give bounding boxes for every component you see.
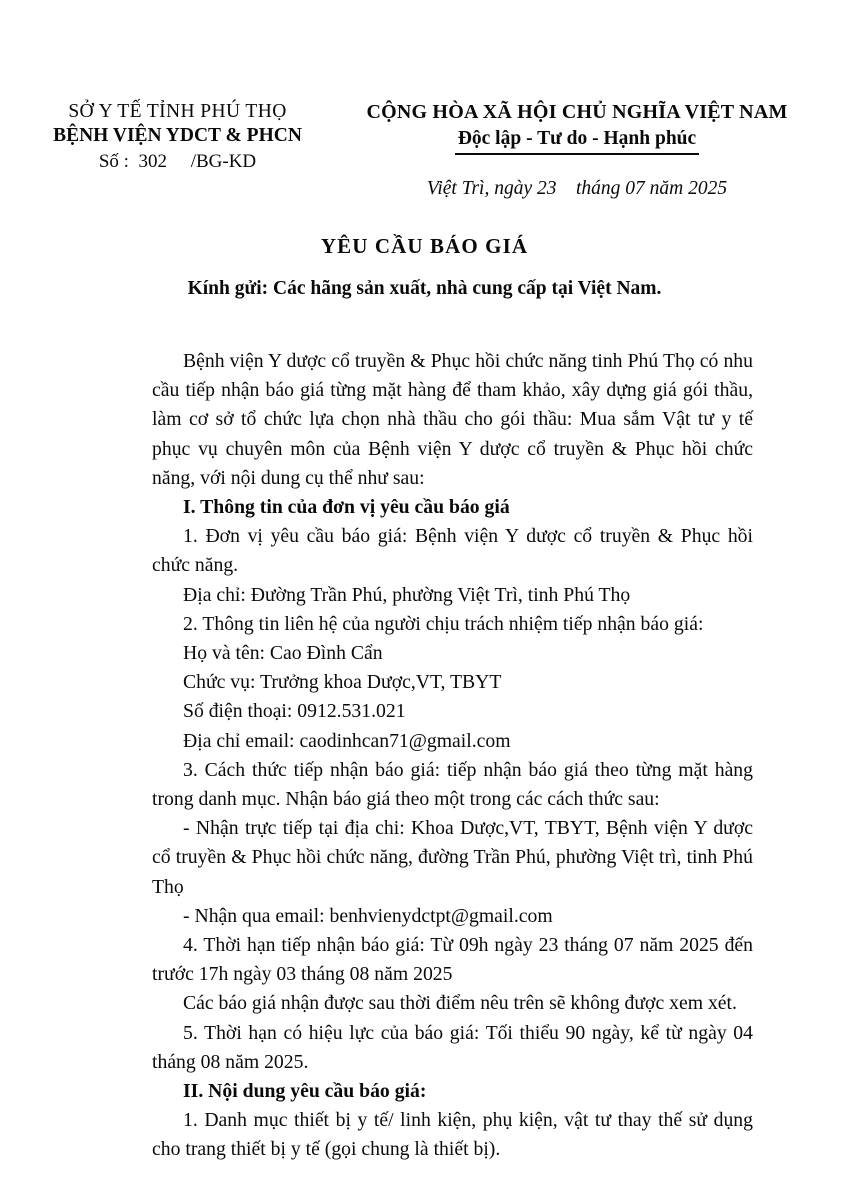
item-5-validity-period: 5. Thời hạn có hiệu lực của báo giá: Tối thiểu 90 ngày, kể từ ngày 04 tháng 08 năm 2025.: [152, 1021, 753, 1073]
contact-name: Họ và tên: Cao Đình Cẩn: [183, 642, 383, 665]
contact-phone: Số điện thoại: 0912.531.021: [183, 700, 406, 723]
unit-address: Địa chỉ: Đường Trần Phú, phường Việt Trì, tinh Phú Thọ: [183, 583, 631, 606]
item-1-requesting-unit: 1. Đơn vị yêu cầu báo giá: Bệnh viện Y dược cổ truyền & Phục hồi chức năng.: [152, 525, 753, 577]
document-body: [152, 347, 753, 1165]
national-motto: Độc lập - Tư do - Hạnh phúc: [457, 128, 697, 149]
section-2-item-1: 1. Danh mục thiết bị y tế/ linh kiện, phụ kiện, vật tư thay thế sử dụng cho trang thiết bị y tế (gọi chung là thiết bị).: [152, 1109, 753, 1161]
document-header: [0, 100, 849, 202]
contact-position: Chức vụ: Trưởng khoa Dược,VT, TBYT: [183, 671, 502, 694]
intro-paragraph: Bệnh viện Y dược cổ truyền & Phục hồi chức năng tinh Phú Thọ có nhu cầu tiếp nhận báo giá từng mặt hàng để tham khảo, xây dựng giá gói thầu, làm cơ sở tổ chức lựa chọn nhà thầu cho gói thầu: Mua sắm Vật tư y tế phục vụ chuyên môn của Bệnh viện Y dược cổ truyền & Phục hồi chức năng, với nội dung cụ thể như sau:: [152, 350, 753, 489]
section-1-heading: I. Thông tin của đơn vị yêu cầu báo giá: [183, 496, 510, 519]
issuing-authority-block: [0, 100, 355, 175]
item-3-bullet-email: - Nhận qua email: benhvienydctpt@gmail.com: [183, 904, 553, 927]
place-and-date: Việt Trì, ngày 23 tháng 07 năm 2025: [426, 177, 728, 199]
hospital-name: BỆNH VIỆN YDCT & PHCN: [53, 125, 302, 146]
motto-underline: [455, 153, 699, 155]
contact-email: Địa chỉ email: caodinhcan71@gmail.com: [183, 729, 511, 752]
document-number: Số : 302 /BG-KD: [98, 151, 257, 172]
national-heading-block: [355, 100, 849, 202]
recipient-line: Kính gửi: Các hãng sản xuất, nhà cung cấp tại Việt Nam.: [187, 278, 662, 299]
page-title: YÊU CẦU BÁO GIÁ: [320, 234, 529, 258]
item-3-bullet-in-person: - Nhận trực tiếp tại địa chi: Khoa Dược,VT, TBYT, Bệnh viện Y dược cổ truyền & Phục hồi chức năng, đường Trần Phú, phường Việt trì, tinh Phú Thọ: [152, 817, 753, 898]
item-4-deadline: 4. Thời hạn tiếp nhận báo giá: Từ 09h ngày 23 tháng 07 năm 2025 đến trước 17h ngày 03 tháng 08 năm 2025: [152, 934, 753, 986]
item-4-late-note: Các báo giá nhận được sau thời điểm nêu trên sẽ không được xem xét.: [183, 992, 737, 1015]
province-health-department: SỞ Y TẾ TỈNH PHÚ THỌ: [68, 101, 287, 122]
item-2-contact-info: 2. Thông tin liên hệ của người chịu trách nhiệm tiếp nhận báo giá:: [183, 612, 704, 635]
item-3-submission-methods: 3. Cách thức tiếp nhận báo giá: tiếp nhận báo giá theo từng mặt hàng trong danh mục. Nhận báo giá theo một trong các cách thức sau:: [152, 758, 753, 811]
national-motto-wrap: [455, 126, 699, 155]
country-name: CỘNG HÒA XÃ HỘI CHỦ NGHĨA VIỆT NAM: [366, 101, 788, 123]
section-2-heading: II. Nội dung yêu cầu báo giá:: [183, 1080, 427, 1103]
